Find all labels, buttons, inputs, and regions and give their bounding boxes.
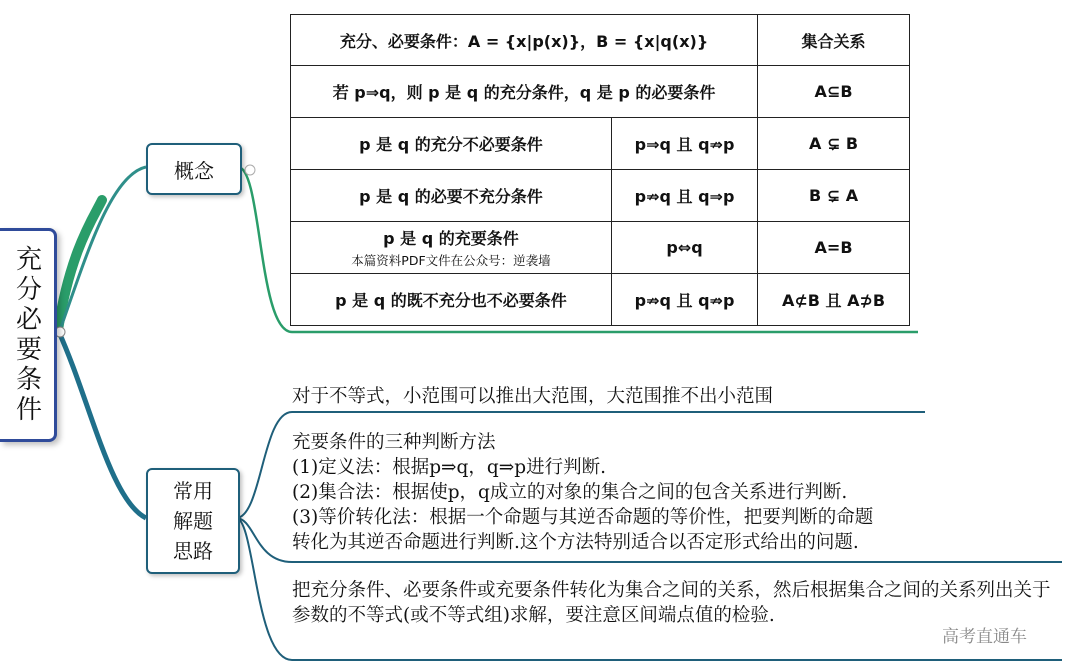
table-row bbox=[291, 118, 910, 170]
cell-implication: p⇒q 且 q⇏p bbox=[611, 118, 757, 170]
table-row bbox=[291, 222, 910, 274]
cell-condition: p 是 q 的既不充分也不必要条件 bbox=[291, 274, 612, 326]
cell-condition: p 是 q 的必要不充分条件 bbox=[291, 170, 612, 222]
inequality-tip: 对于不等式，小范围可以推出大范围，大范围推不出小范围 bbox=[292, 386, 774, 407]
set-conversion-tip: 把充分条件、必要条件或充要条件转化为集合之间的关系，然后根据集合之间的关系列出关于参数的不等式(或不等式组)求解，要注意区间端点值的检验. bbox=[292, 580, 1051, 626]
root-topic[interactable] bbox=[0, 228, 57, 442]
cell-relation: B ⊊ A bbox=[758, 170, 910, 222]
table-row bbox=[291, 66, 910, 118]
cell-implication: p⇏q 且 q⇏p bbox=[611, 274, 757, 326]
concept-table bbox=[290, 14, 910, 326]
table-row bbox=[291, 274, 910, 326]
cell-relation: A ⊊ B bbox=[758, 118, 910, 170]
table-row bbox=[291, 170, 910, 222]
root-title: 充分必要条件 bbox=[11, 245, 42, 425]
source-note: 本篇资料PDF文件在公众号：逆袭墙 bbox=[351, 253, 551, 268]
cell-condition: p 是 q 的充分不必要条件 bbox=[291, 118, 612, 170]
concept-node[interactable]: 概念 bbox=[146, 143, 242, 195]
header-relation: 集合关系 bbox=[758, 15, 910, 66]
cell-relation: A⊄B 且 A⊅B bbox=[758, 274, 910, 326]
header-condition: 充分、必要条件：A = {x|p(x)}，B = {x|q(x)} bbox=[291, 15, 758, 66]
table-row bbox=[291, 15, 910, 66]
three-methods: 充要条件的三种判断方法 (1)定义法：根据p⇒q，q⇒p进行判断. (2)集合法：根据使p，q成立的对象的集合之间的包含关系进行判断. (3)等价转化法：根据一个命题与其逆否命题的等价性，把要判断的命题 转化为其逆否命题进行判断.这个方法特别适合以否定形式给出的问题. bbox=[292, 432, 874, 553]
cell-relation: A⊆B bbox=[758, 66, 910, 118]
methods-node[interactable]: 常用 解题 思路 bbox=[146, 468, 240, 574]
watermark: 高考直通车 bbox=[942, 627, 1027, 647]
cell-implication: p⇏q 且 q⇒p bbox=[611, 170, 757, 222]
cell-relation: A=B bbox=[758, 222, 910, 274]
cell-implication: p⇔q bbox=[611, 222, 757, 274]
cell-definition: 若 p⇒q，则 p 是 q 的充分条件，q 是 p 的必要条件 bbox=[291, 66, 758, 118]
cell-condition-text: p 是 q 的充要条件 bbox=[383, 229, 519, 248]
cell-condition bbox=[291, 222, 612, 274]
